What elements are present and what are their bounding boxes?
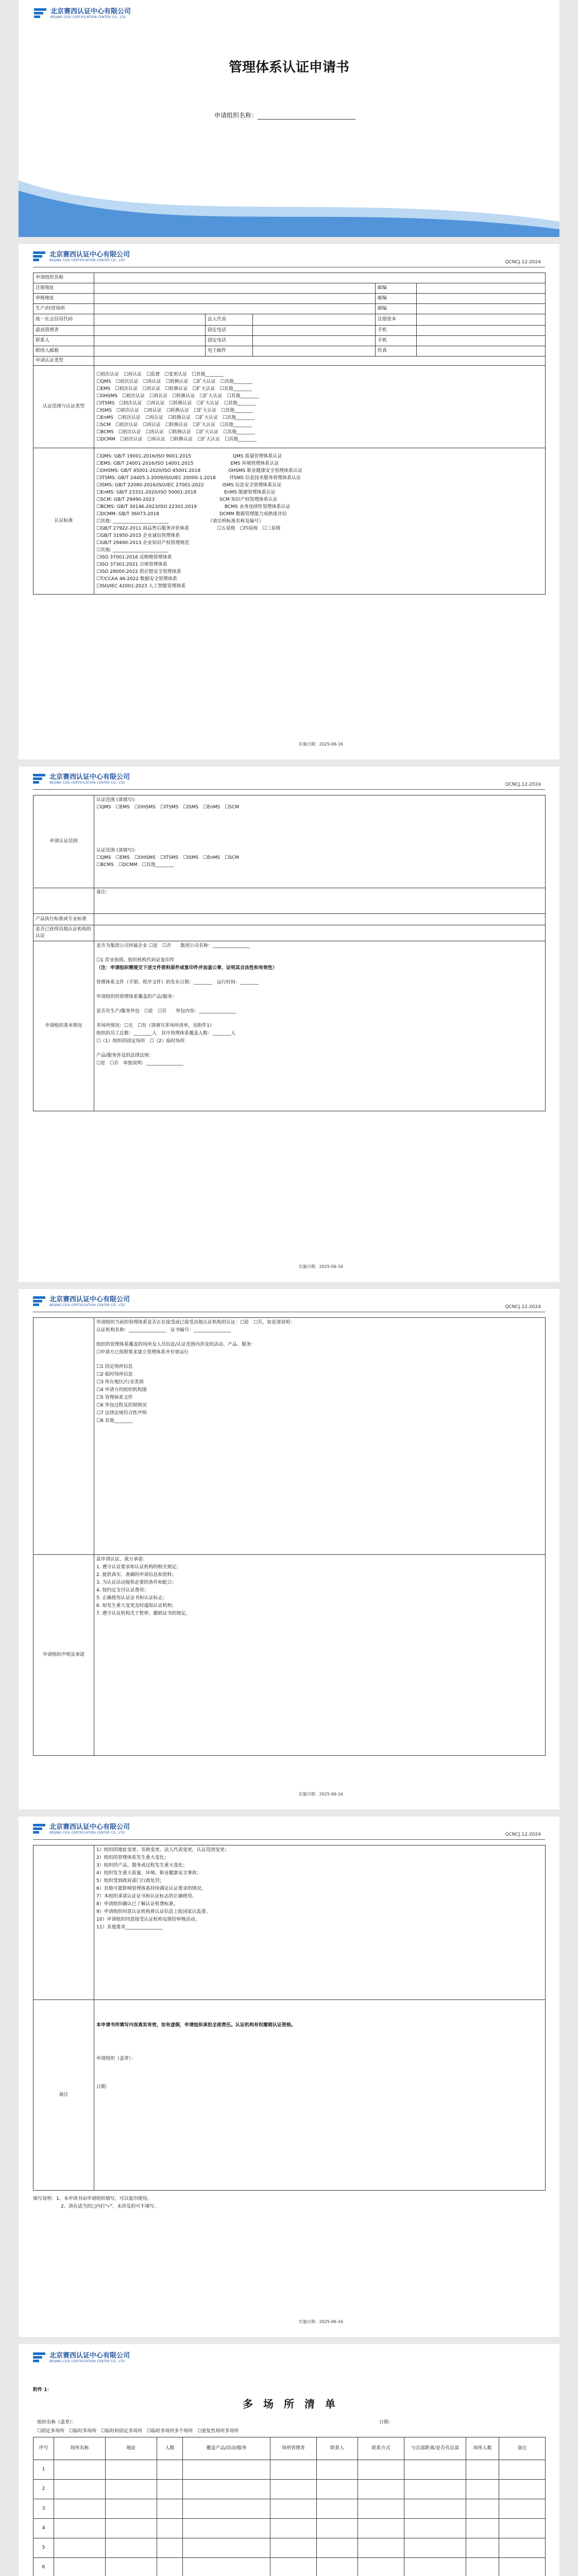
page-footer: 实施日期：2025-06-16: [298, 742, 343, 747]
page-footer: 实施日期：2025-06-16: [298, 1264, 343, 1269]
form-page-5: [19, 1817, 559, 2337]
applicant-name-label: 申请组织名称：: [214, 111, 355, 120]
logo-mark-icon: [33, 773, 45, 785]
change-notice-list: 1）组织的地址变更、名称变更、法人代表变更、认证范围变更； 2）组织的管理体系发生重大变化； 3）组织的产品、服务或过程发生重大变化； 4）组织发生重大质量、环境、职业健康安全事故； 5）组织受到政府部门行政处罚； 6）其他可能影响管理体系持续满足认证要求的情况。 7）本组织承诺认证证书和认证标志的正确使用。 8）申请组织确认已了解认证收费标准。 9）申请组织同意认证机构将认证信息上报国家认监委。 10）申请组织同意接受认证机构安排的审核活动。 11）其他要求________________: [94, 1845, 546, 2000]
note-field[interactable]: 备注：: [94, 888, 546, 914]
fax-field[interactable]: [417, 346, 546, 357]
company-logo: 北京赛西认证中心有限公司 BEIJING CESI CERTIFICATION CENTER CO., LTD: [33, 1295, 130, 1308]
company-logo: 北京赛西认证中心有限公司 BEIJING CESI CERTIFICATION CENTER CO., LTD: [33, 2351, 130, 2364]
table-row: 4: [33, 2519, 546, 2538]
logo-mark-icon: [33, 1823, 45, 1835]
form-page-4: [19, 1289, 559, 1809]
table-row: 6: [33, 2558, 546, 2576]
table-row: 1: [33, 2460, 546, 2480]
mobile-field[interactable]: [417, 326, 546, 336]
basic-situation-field[interactable]: 是否为集团公司所属企业 ☐是 ☐否 集团公司名称：________________ ☐1 营业执照、组织机构代码证复印件 （注：申请组织需提交下述文件资料原件或复印件并加盖公章，证明其合法性和有效性） 管理体系文件（手册、程序文件）的发布日期：________ 运行时间：________ 申请组织的管理体系覆盖的产品/服务： 是否有生产/服务外包 ☐是 ☐否 外包内容：________________ 多场所情况：☐无 ☐有（请填写多场所清单，见附件1） 组织的员工总数：________人 其中管理体系覆盖人数：________人 ☐（1）组织的固定场所 ☐（2）临时场所 产品/服务涉及的法律法规： ☐是 ☐否 单独说明：________________: [94, 941, 546, 1111]
org-name-field[interactable]: [94, 273, 546, 283]
site-address-field[interactable]: [94, 304, 376, 314]
contact-field[interactable]: [94, 336, 206, 346]
table-row: 5: [33, 2538, 546, 2558]
credit-code-field[interactable]: [94, 314, 206, 326]
annex-label: 附件 1：: [33, 2387, 52, 2393]
reg-address-field[interactable]: [94, 283, 376, 294]
fill-note: 2、请在适当的□内打"√"，未涉及的可不填写。: [61, 2204, 159, 2209]
page-footer: 实施日期：2025-06-16: [298, 1792, 343, 1797]
email-field[interactable]: [253, 346, 376, 357]
phone-field[interactable]: [253, 326, 376, 336]
email-field[interactable]: [94, 346, 206, 357]
cover-page: [19, 0, 559, 237]
logo-mark-icon: [34, 7, 46, 20]
doc-code: QCNCJ.12-2024: [505, 260, 541, 265]
mobile-field[interactable]: [417, 336, 546, 346]
scope-table: 申请认证范围 认证范围 (请填写)： ☐QMS ☐EMS ☐OHSMS ☐ITSMS ☐ISMS ☐EnMS ☐SCM 认证范围 (请填写)： ☐QMS ☐EMS ☐OHSMS ☐ITSMS ☐ISMS ☐EnMS ☐SCM ☐BCMS ☐DCMM ☐其他________ 备注： 产品执行标准或专业标准 是否已获得其他认证机构的认证 申请组织基本情况 是否为集团公司所属企业 ☐是 ☐否 集团公司名称：________________ ☐1 营业执照、组织机构代码证复印件 （注：申请组织需提交下述文件资料原件或复印件并加盖公章，证明其合法性和有效性） 管理体系文件（手册、程序文件）的发布日期：________ 运行时间：________ 申请组织的管理体系覆盖的产品/服务： 是否有生产/服务外包 ☐是 ☐否 外包内容：________________ 多场所情况：☐无 ☐有（请填写多场所清单，见附件1） 组织的员工总数：________人 其中管理体系覆盖人数：________人 ☐（1）组织的固定场所 ☐（2）临时场所 产品/服务涉及的法律法规： ☐是 ☐否 单独说明：________________: [33, 795, 546, 1111]
company-logo: 北京赛西认证中心有限公司 BEIJING CESI CERTIFICATION CENTER CO., LTD: [34, 7, 131, 20]
audit-address-field[interactable]: [94, 294, 376, 304]
zip-field[interactable]: [417, 283, 546, 294]
signature-area[interactable]: 本申请书所填写内容真实有效，如有虚假，申请组织承担全部责任。认证机构有权撤销认证资格。 申请组织（盖章）： 日期：: [94, 2000, 546, 2191]
remarks-table: 1）组织的地址变更、名称变更、法人代表变更、认证范围变更； 2）组织的管理体系发生重大变化； 3）组织的产品、服务或过程发生重大变化； 4）组织发生重大质量、环境、职业健康安全事故； 5）组织受到政府部门行政处罚； 6）其他可能影响管理体系持续满足认证要求的情况。 7）本组织承诺认证证书和认证标志的正确使用。 8）申请组织确认已了解认证收费标准。 9）申请组织同意认证机构将认证信息上报国家认监委。 10）申请组织同意接受认证机构安排的审核活动。 11）其他要求________________ 备注 本申请书所填写内容真实有效，如有虚假，申请组织承担全部责任。认证机构有权撤销认证资格。 申请组织（盖章）： 日期：: [33, 1845, 546, 2191]
company-logo: 北京赛西认证中心有限公司 BEIJING CESI CERTIFICATION CENTER CO., LTD: [33, 250, 130, 263]
form-page-2: [19, 244, 559, 759]
multi-site-title: 多 场 所 清 单: [243, 2398, 335, 2410]
table-row: 3: [33, 2499, 546, 2519]
zip-field[interactable]: [417, 304, 546, 314]
cert-type-field[interactable]: [94, 357, 546, 366]
scope-field[interactable]: 认证范围 (请填写)： ☐QMS ☐EMS ☐OHSMS ☐ITSMS ☐ISMS ☐EnMS ☐SCM 认证范围 (请填写)： ☐QMS ☐EMS ☐OHSMS ☐ITSMS ☐ISMS ☐EnMS ☐SCM ☐BCMS ☐DCMM ☐其他________: [94, 795, 546, 888]
form-page-3: [19, 767, 559, 1282]
commitment-field: 兹申请认证，我方承诺： 1. 遵守认证要求和认证机构的相关规定； 2. 提供真实、准确的申请信息和资料； 3. 为认证活动提供必要的条件和配合； 4. 按约定支付认证费用； 5. 正确使用认证证书和认证标志； 6. 如发生重大变更及时通知认证机构； 7. 遵守认证机构关于暂停、撤销证书的规定。: [94, 1555, 546, 1756]
phone-field[interactable]: [253, 336, 376, 346]
logo-mark-icon: [33, 250, 45, 263]
header-rule: [33, 789, 545, 790]
org-label: 组织名称（盖章）：: [37, 2420, 77, 2425]
header-rule: [33, 1839, 545, 1840]
cert-type-checklist[interactable]: ☐初次认证 ☐再认证 ☐监督 ☐变更认证 ☐其他________ ☐QMS ☐初次认证 ☐再认证 ☐转换认证 ☐扩大认证 ☐其他________ ☐EMS ☐初次认证 ☐再认证 ☐转换认证 ☐扩大认证 ☐其他________ ☐OHSMS ☐初次认证 ☐再认证 ☐转换认证 ☐扩大认证 ☐其他________ ☐ITSMS ☐初次认证 ☐再认证 ☐转换认证 ☐扩大认证 ☐其他________ ☐ISMS ☐初次认证 ☐再认证 ☐转换认证 ☐扩大认证 ☐其他________ ☐EnMS ☐初次认证 ☐再认证 ☐转换认证 ☐扩大认证 ☐其他________ ☐SCM ☐初次认证 ☐再认证 ☐转换认证 ☐扩大认证 ☐其他________ ☐BCMS ☐初次认证 ☐再认证 ☐转换认证 ☐扩大认证 ☐其他________ ☐DCMM ☐初次认证 ☐再认证 ☐转换认证 ☐扩大认证 ☐其他________: [94, 366, 546, 448]
zip-field[interactable]: [417, 294, 546, 304]
product-std-field[interactable]: [94, 914, 546, 925]
basic-info-table: 申请组织名称 注册地址 邮编 审核地址 邮编 生产/经营场所 邮编 统一社会信用代码 法人代表 注册资本 最高管理者 固定电话 手机 联系人 固定电话 手机 联络人邮箱 电子邮件 传真 申请认证类型 认证范围与认证类型 ☐初次认证 ☐再认证 ☐监督 ☐变更认证 ☐其他________ ☐QMS ☐初次认证 ☐再认证 ☐转换认证 ☐扩大认证 ☐其他________ ☐EMS ☐初次认证 ☐再认证 ☐转换认证 ☐扩大认证 ☐其他________ ☐OHSMS ☐初次认证 ☐再认证 ☐转换认证 ☐扩大认证 ☐其他________ ☐ITSMS ☐初次认证 ☐再认证 ☐转换认证 ☐扩大认证 ☐其他________ ☐ISMS ☐初次认证 ☐再认证 ☐转换认证 ☐扩大认证 ☐其他________ ☐EnMS ☐初次认证 ☐再认证 ☐转换认证 ☐扩大认证 ☐其他________ ☐SCM ☐初次认证 ☐再认证 ☐转换认证 ☐扩大认证 ☐其他________ ☐BCMS ☐初次认证 ☐再认证 ☐转换认证 ☐扩大认证 ☐其他________ ☐DCMM ☐初次认证 ☐再认证 ☐转换认证 ☐扩大认证 ☐其他________ 认证标准 ☐QMS: GB/T 19001-2016/ISO 9001:2015 QMS 质量管理体系认证 ☐EMS: GB/T 24001-2016/ISO 14001:2015 EMS 环境管理体系认证 ☐OHSMS: GB/T 45001-2020/ISO 45001:2018 OHSMS 职业健康安全管理体系认证 ☐ITSMS: GB/T 24405.1-2009/ISO/IEC 20000-1:2018 ITSMS 信息技术服务管理体系认证 ☐ISMS: GB/T 22080-2016/ISO/IEC 27001:2022 ISMS 信息安全管理体系认证 ☐EnMS: GB/T 23331-2020/ISO 50001:2018 EnMS 能源管理体系认证 ☐SCM: GB/T 29490-2023 SCM 知识产权管理体系认证 ☐BCMS: GB/T 30146-2023/ISO 22301:2019 BCMS 业务连续性管理体系认证 ☐DCMM: GB/T 36073-2018 DCMM 数据管理能力成熟度评估 ☐其他: ________________________ （请注明标准名称及编号） ☐GB/T 27922-2011 商品售后服务评价体系 ☐五星级 ☐四星级 ☐三星级 ☐GB/T 31950-2015 企业诚信管理体系 ☐GB/T 29490-2013 企业知识产权管理规范 ☐其他: ________________________ ☐ISO 37001:2016 反贿赂管理体系 ☐ISO 37301:2021 合规管理体系 ☐ISO 28000:2022 供应链安全管理体系 ☐T/CCAA 46-2022 数据安全管理体系 ☐ISO/IEC 42001:2023 人工智能管理体系: [33, 273, 546, 595]
date-label: 日期：: [379, 2420, 394, 2425]
legal-rep-field[interactable]: [253, 314, 376, 326]
doc-code: QCNCJ.12-2024: [505, 1832, 541, 1837]
page-footer: 实施日期：2025-06-16: [298, 2319, 343, 2324]
company-logo: 北京赛西认证中心有限公司 BEIJING CESI CERTIFICATION CENTER CO., LTD: [33, 773, 130, 785]
cover-title: 管理体系认证申请书: [228, 60, 349, 75]
declaration-table: 申请组织当前的管理体系是否正在接受或已接受其他认证机构的认证：☐是 ☐否，如是请说明： 认证机构名称：________________ 证书编号：________________ 组织的管理体系覆盖的场所及人员信息/认证范围内涉及的活动、产品、服务： ☐申请方已按照要求建立管理体系并有效运行 ☐1 固定场所信息 ☐2 临时场所信息 ☐3 所在地区/行业类别 ☐4 申请方的组织机构图 ☐5 管理体系文件 ☐6 外包过程及控制情况 ☐7 法律法规符合性声明 ☐8 其他________ 申请组织声明及承诺 兹申请认证，我方承诺： 1. 遵守认证要求和认证机构的相关规定； 2. 提供真实、准确的申请信息和资料； 3. 为认证活动提供必要的条件和配合； 4. 按约定支付认证费用； 5. 正确使用认证证书和认证标志； 6. 如发生重大变更及时通知认证机构； 7. 遵守认证机构关于暂停、撤销证书的规定。: [33, 1317, 546, 1756]
fill-note: 填写说明：1、本申请书由申请组织填写，可以复印使用。: [33, 2196, 152, 2201]
multi-site-table: 序号 场所名称 地址 人数 覆盖产品/活动/服务 场所管理者 联系人 联系方式 与总部距离/是否有总部 场所人数 备注 1 2 3 4 5 6: [33, 2437, 546, 2576]
company-logo: 北京赛西认证中心有限公司 BEIJING CESI CERTIFICATION CENTER CO., LTD: [33, 1823, 130, 1835]
multi-site-page: [19, 2344, 559, 2576]
doc-code: QCNCJ.12-2024: [505, 782, 541, 787]
capital-field[interactable]: [417, 314, 546, 326]
doc-code: QCNCJ.12-2024: [505, 1304, 541, 1310]
system-info-field[interactable]: 申请组织当前的管理体系是否正在接受或已接受其他认证机构的认证：☐是 ☐否，如是请说明： 认证机构名称：________________ 证书编号：________________ 组织的管理体系覆盖的场所及人员信息/认证范围内涉及的活动、产品、服务： ☐申请方已按照要求建立管理体系并有效运行 ☐1 固定场所信息 ☐2 临时场所信息 ☐3 所在地区/行业类别 ☐4 申请方的组织机构图 ☐5 管理体系文件 ☐6 外包过程及控制情况 ☐7 法律法规符合性声明 ☐8 其他________: [94, 1318, 546, 1555]
site-mode-options[interactable]: ☐固定多场所 ☐临时多场所 ☐临时和固定多场所 ☐临时多场所多个场所 ☐重复性场所多场所: [37, 2429, 239, 2434]
table-row: 2: [33, 2480, 546, 2499]
standards-checklist[interactable]: ☐QMS: GB/T 19001-2016/ISO 9001:2015 QMS 质量管理体系认证 ☐EMS: GB/T 24001-2016/ISO 14001:2015 EMS 环境管理体系认证 ☐OHSMS: GB/T 45001-2020/ISO 45001:2018 OHSMS 职业健康安全管理体系认证 ☐ITSMS: GB/T 24405.1-2009/ISO/IEC 20000-1:2018 ITSMS 信息技术服务管理体系认证 ☐ISMS: GB/T 22080-2016/ISO/IEC 27001:2022 ISMS 信息安全管理体系认证 ☐EnMS: GB/T 23331-2020/ISO 50001:2018 EnMS 能源管理体系认证 ☐SCM: GB/T 29490-2023 SCM 知识产权管理体系认证 ☐BCMS: GB/T 30146-2023/ISO 22301:2019 BCMS 业务连续性管理体系认证 ☐DCMM: GB/T 36073-2018 DCMM 数据管理能力成熟度评估 ☐其他: ________________________ （请注明标准名称及编号） ☐GB/T 27922-2011 商品售后服务评价体系 ☐五星级 ☐四星级 ☐三星级 ☐GB/T 31950-2015 企业诚信管理体系 ☐GB/T 29490-2013 企业知识产权管理规范 ☐其他: ________________________ ☐ISO 37001:2016 反贿赂管理体系 ☐ISO 37301:2021 合规管理体系 ☐ISO 28000:2022 供应链安全管理体系 ☐T/CCAA 46-2022 数据安全管理体系 ☐ISO/IEC 42001:2023 人工智能管理体系: [94, 448, 546, 595]
other-cert-field[interactable]: [94, 925, 546, 941]
logo-mark-icon: [33, 1295, 45, 1308]
cover-wave-decoration: [19, 180, 559, 237]
logo-mark-icon: [33, 2351, 45, 2364]
top-manager-field[interactable]: [94, 326, 206, 336]
